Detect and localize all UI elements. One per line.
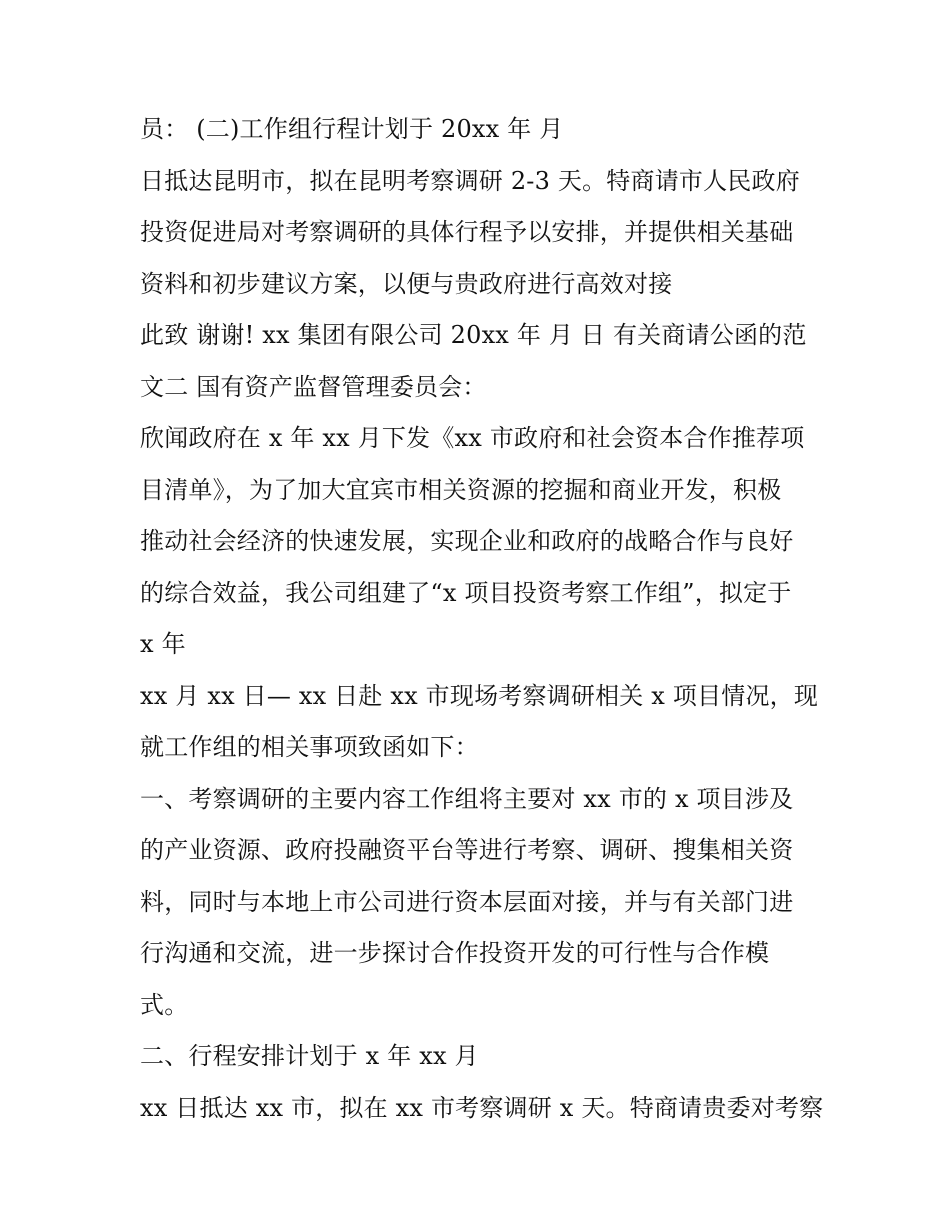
text-line: 就工作组的相关事项致函如下： [140, 733, 479, 761]
text-line: 料，同时与本地上市公司进行资本层面对接，并与有关部门进 [140, 887, 794, 916]
text-line: 日抵达昆明市，拟在昆明考察调研 2-3 天。特商请市人民政府 [140, 166, 800, 195]
text-line: 投资促进局对考察调研的具体行程予以安排，并提供相关基础 [140, 218, 794, 246]
text-line: x 年 [140, 630, 186, 658]
text-line: xx 日抵达 xx 市，拟在 xx 市考察调研 x 天。特商请贵委对考察 [140, 1093, 824, 1122]
text-line: 行沟通和交流，进一步探讨合作投资开发的可行性与合作模 [140, 939, 770, 967]
text-line: xx 月 xx 日— xx 日赴 xx 市现场考察调研相关 x 项目情况，现 [140, 681, 819, 710]
text-line: 的综合效益，我公司组建了“x 项目投资考察工作组”，拟定于 [140, 578, 792, 607]
text-line: 欣闻政府在 x 年 xx 月下发《xx 市政府和社会资本合作推荐项 [140, 424, 805, 452]
text-line: 二、行程安排计划于 x 年 xx 月 [140, 1042, 479, 1070]
text-line: 此致 谢谢! xx 集团有限公司 20xx 年 月 日 有关商请公函的范 [140, 321, 807, 349]
text-line: 一、考察调研的主要内容工作组将主要对 xx 市的 x 项目涉及 [140, 784, 794, 813]
text-line: 目清单》，为了加大宜宾市相关资源的挖掘和商业开发，积极 [140, 475, 782, 504]
text-line: 资料和初步建议方案，以便与贵政府进行高效对接 [140, 269, 673, 298]
text-line: 的产业资源、政府投融资平台等进行考察、调研、搜集相关资 [140, 836, 794, 864]
text-line: 文二 国有资产监督管理委员会： [140, 372, 487, 401]
text-line: 员： (二)工作组行程计划于 20xx 年 月 [140, 115, 564, 143]
text-line: 式。 [140, 990, 189, 1019]
body-text [140, 104, 824, 1134]
text-line: 推动社会经济的快速发展，实现企业和政府的战略合作与良好 [140, 527, 794, 555]
